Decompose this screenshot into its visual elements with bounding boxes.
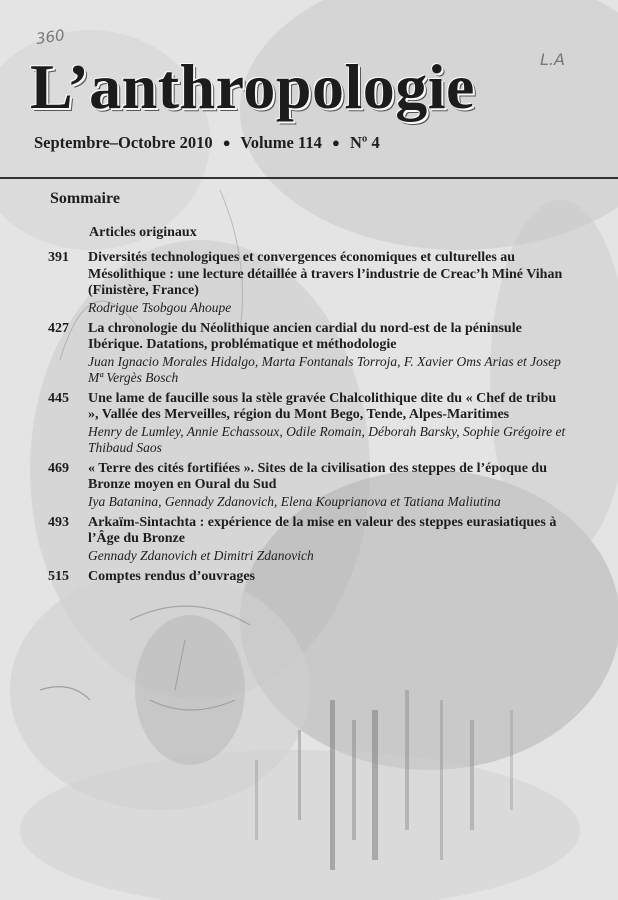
toc-authors: Rodrigue Tsobgou Ahoupe	[88, 299, 232, 315]
toc-entry	[48, 391, 568, 456]
toc-page-number: 427	[48, 320, 69, 336]
issue-number: Nº 4	[349, 133, 380, 152]
toc-page-number: 515	[48, 568, 69, 584]
header-divider	[0, 177, 618, 179]
toc-page-number: 391	[48, 250, 69, 265]
toc-entry	[48, 515, 568, 564]
toc-entry	[48, 250, 568, 316]
bullet-separator: ●	[331, 135, 340, 150]
sommaire-heading: Sommaire	[50, 190, 120, 207]
toc-entry	[48, 321, 568, 386]
handwritten-page-number: 360	[34, 26, 66, 48]
toc-page-number: 493	[48, 514, 69, 530]
toc-article-title: La chronologie du Néolithique ancien cardial du nord-est de la péninsule Ibérique. Datations, problématique et méthodologie	[88, 320, 522, 352]
toc-article-title: Une lame de faucille sous la stèle gravée Chalcolithique dite du « Chef de tribu », Vallée des Merveilles, région du Mont Bego, Tende, Alpes-Maritimes	[88, 390, 557, 422]
toc-page-number: 469	[48, 460, 69, 476]
journal-title: L’anthropologie	[30, 51, 475, 122]
issue-info	[34, 133, 380, 153]
bullet-separator: ●	[222, 135, 231, 150]
toc-authors: Juan Ignacio Morales Hidalgo, Marta Fontanals Torroja, F. Xavier Oms Arias et Josep Mª Vergès Bosch	[88, 353, 561, 385]
toc-entry	[48, 461, 568, 510]
handwritten-initials: L.A	[540, 50, 565, 69]
articles-originaux-label: Articles originaux	[89, 225, 197, 240]
toc-authors: Iya Batanina, Gennady Zdanovich, Elena Kouprianova et Tatiana Maliutina	[88, 493, 501, 509]
toc-authors: Gennady Zdanovich et Dimitri Zdanovich	[88, 547, 314, 563]
table-of-contents	[48, 250, 568, 590]
toc-article-title: Arkaïm-Sintachta : expérience de la mise en valeur des steppes eurasiatiques à l’Âge du Bronze	[88, 514, 557, 546]
toc-article-title: « Terre des cités fortifiées ». Sites de la civilisation des steppes de l’époque du Bronze moyen en Oural du Sud	[88, 460, 547, 492]
toc-authors: Henry de Lumley, Annie Echassoux, Odile Romain, Déborah Barsky, Sophie Grégoire et Thibaud Saos	[88, 423, 566, 455]
toc-entry	[48, 569, 568, 586]
toc-article-title: Diversités technologiques et convergences économiques et culturelles au Mésolithique : une lecture détaillée à travers l’industrie de Creac’h Miné Vihan (Finistère, France)	[88, 250, 563, 298]
toc-page-number: 445	[48, 390, 69, 406]
toc-article-title: Comptes rendus d’ouvrages	[88, 568, 255, 584]
issue-period: Septembre–Octobre 2010	[34, 133, 213, 152]
issue-volume: Volume 114	[240, 133, 322, 152]
